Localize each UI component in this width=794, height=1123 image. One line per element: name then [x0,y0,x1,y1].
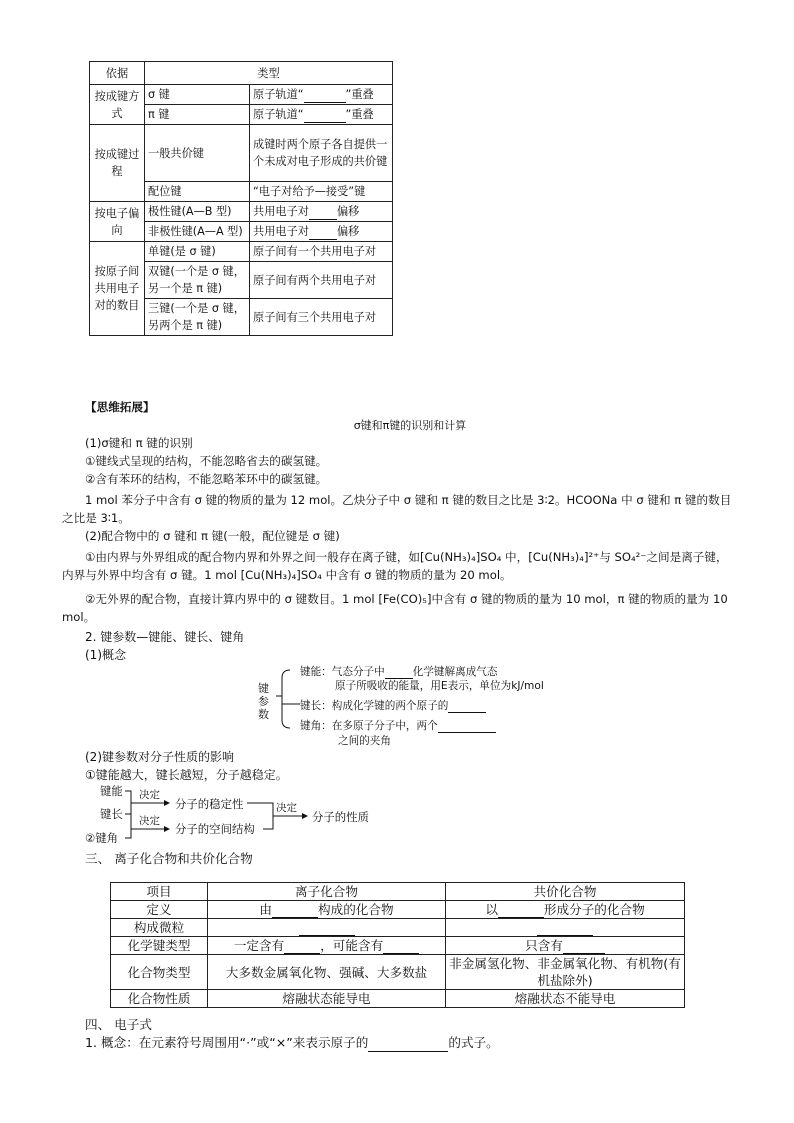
flow-decide-3: 决定 [276,802,297,814]
basis-cell: 按成键过程 [90,125,145,202]
bond-desc: 原子轨道“ ”重叠 [250,105,393,125]
flow-decide-1: 决定 [139,789,160,801]
col-header: 离子化合物 [208,883,446,901]
influence-1: ①键能越大，键长越短，分子越稳定。 [85,768,288,782]
covalent-cell: 以 形成分子的化合物 [446,901,685,919]
covalent-cell: 只含有 [446,937,685,955]
ionic-cell: 由 构成的化合物 [208,901,446,919]
col-header: 项目 [111,883,208,901]
extension-p5: (2)配合物中的 σ 键和 π 键(一般，配位键是 σ 键) [85,529,340,543]
bond-name: 配位键 [145,182,250,202]
flow-stability: 分子的稳定性 [175,797,244,811]
ionic-cell [208,919,446,937]
bond-name: 极性键(A—B 型) [145,202,250,222]
energy-line-2: 原子所吸收的能量，用E表示，单位为kJ/mol [335,680,544,692]
flow-property: 分子的性质 [312,810,369,824]
bond-desc: 原子间有两个共用电子对 [250,262,393,299]
header-basis: 依据 [90,62,145,85]
header-type: 类型 [145,62,393,85]
extension-p6: ①由内界与外界组成的配合物内界和外界之间一般存在离子键，如[Cu(NH₃)₄]SO₄ 中，[Cu(NH₃)₄]²⁺与 SO₄²⁻之间是离子键，内界与外界中均含有 σ 键。1 mol [Cu(NH₃)₄]SO₄ 中含有 σ 键的物质的量为 20 mol。 [62,550,728,582]
bond-name: σ 键 [145,85,250,105]
flow-decide-2: 决定 [139,815,160,827]
extension-p7: ②无外界的配合物，直接计算内界中的 σ 键数目。1 mol [Fe(CO)₅]中含有 σ 键的物质的量为 10 mol，π 键的物质的量为 10 mol。 [62,592,728,624]
bond-parameter-diagram [258,664,578,754]
covalent-cell [446,919,685,937]
bond-desc: 原子轨道“ ”重叠 [250,85,393,105]
col-header: 共价化合物 [446,883,685,901]
covalent-cell: 熔融状态不能导电 [446,990,685,1008]
ionic-cell: 熔融状态能导电 [208,990,446,1008]
bond-desc: 原子间有三个共用电子对 [250,299,393,336]
bond-name: 双键(一个是 σ 键，另一个是 π 键) [145,262,250,299]
extension-p3: ②含有苯环的结构，不能忽略苯环中的碳氢键。 [85,472,328,486]
bond-desc: 成键时两个原子各自提供一个未成对电子形成的共价键 [250,125,393,182]
row-key: 构成微粒 [111,919,208,937]
covalent-cell: 非金属氢化物、非金属氧化物、有机物(有机盐除外) [446,955,685,990]
bond-name: 三键(一个是 σ 键，另两个是 π 键) [145,299,250,336]
bond-name: 一般共价键 [145,125,250,182]
bond-desc: 共用电子对 偏移 [250,202,393,222]
extension-p1: (1)σ键和 π 键的识别 [85,436,193,450]
bond-name: π 键 [145,105,250,125]
bond-name: 单键(是 σ 键) [145,242,250,262]
section4-title: 四、 电子式 [85,1017,152,1032]
row-key: 化学键类型 [111,937,208,955]
flow-length: 键长 [100,807,123,821]
section3-title: 三、 离子化合物和共价化合物 [85,851,253,866]
influence-title: (2)键参数对分子性质的影响 [85,750,234,764]
bond-type-table [89,61,393,336]
bond-desc: “电子对给予—接受”键 [250,182,393,202]
ionic-cell: 一定含有 ，可能含有 [208,937,446,955]
extension-subtitle: σ键和π键的识别和计算 [353,419,467,432]
extension-heading: 【思维拓展】 [85,400,155,414]
basis-cell: 按电子偏向 [90,202,145,242]
length-line: 键长：构成化学键的两个原子的 [300,698,486,713]
compound-table [110,882,685,1008]
row-key: 定义 [111,901,208,919]
bond-desc: 原子间有一个共用电子对 [250,242,393,262]
bond-name: 非极性键(A—A 型) [145,222,250,242]
angle-line: 键角：在多原子分子中，两个 [300,718,496,733]
flow-angle: ②键角 [85,831,118,845]
flow-structure: 分子的空间结构 [175,822,255,836]
flow-energy: 键能 [100,784,123,798]
ionic-cell: 大多数金属氧化物、强碱、大多数盐 [208,955,446,990]
bond-parameter-flow [85,783,397,845]
basis-cell: 按成键方式 [90,85,145,125]
extension-p2: ①键线式呈现的结构，不能忽略省去的碳氢键。 [85,454,328,468]
diagram-root: 键参数 [258,682,269,721]
extension-p4: 1 mol 苯分子中含有 σ 键的物质的量为 12 mol。乙炔分子中 σ 键和 π 键的数目之比是 3∶2。HCOONa 中 σ 键和 π 键的数目之比是 3∶1。 [62,493,732,525]
row-key: 化合物类型 [111,955,208,990]
angle-line-2: 之间的夹角 [338,735,391,747]
section2-concept: (1)概念 [85,648,126,662]
energy-line: 键能：气态分子中 化学键解离成气态 [300,666,498,678]
basis-cell: 按原子间共用电子对的数目 [90,242,145,336]
section2-title: 2. 键参数—键能、键长、键角 [85,630,245,644]
section4-concept: 1. 概念：在元素符号周围用“·”或“×”来表示原子的 的式子。 [85,1035,499,1050]
row-key: 化合物性质 [111,990,208,1008]
bond-desc: 共用电子对 偏移 [250,222,393,242]
